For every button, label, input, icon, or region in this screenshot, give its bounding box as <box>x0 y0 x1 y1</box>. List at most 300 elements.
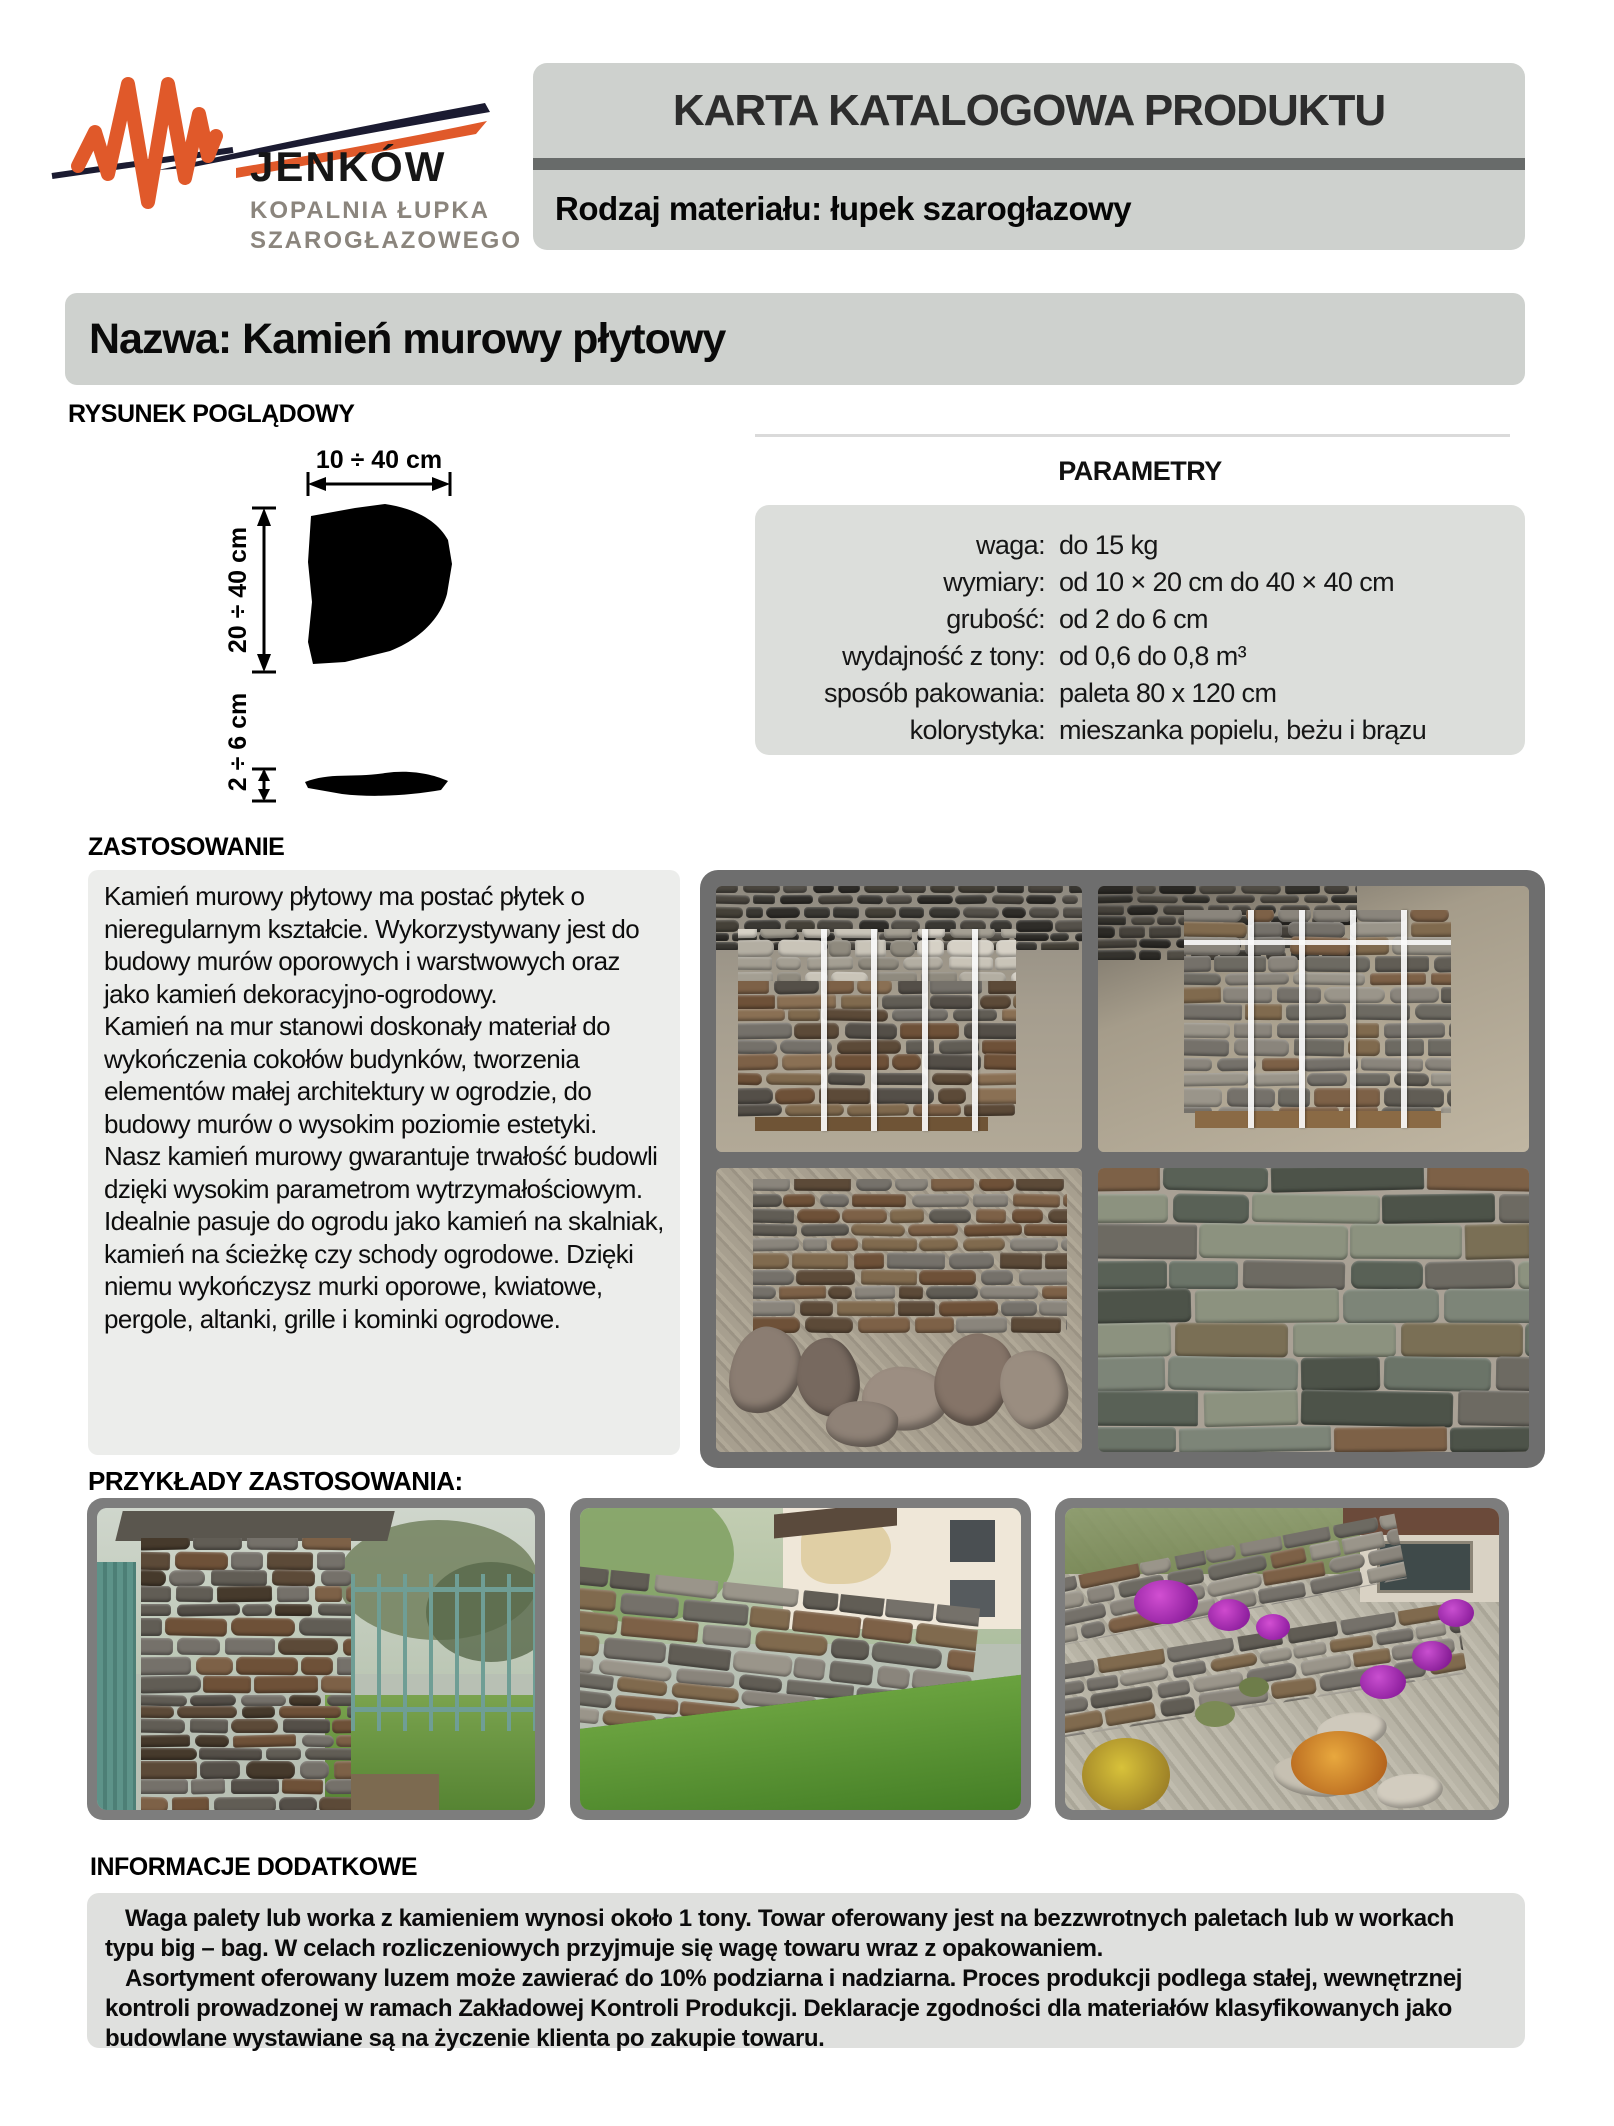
stone <box>820 1193 849 1207</box>
stone <box>1278 910 1311 922</box>
stone <box>785 1104 844 1117</box>
parameters-heading: PARAMETRY <box>1058 456 1222 486</box>
header-box <box>533 63 1525 250</box>
stone <box>199 1748 262 1760</box>
stone <box>886 895 912 905</box>
stone <box>1428 1039 1451 1057</box>
stone <box>337 1656 351 1674</box>
stone <box>1458 1391 1529 1427</box>
stone <box>1075 933 1082 942</box>
stone <box>738 1088 773 1104</box>
stone <box>1184 972 1221 985</box>
stone <box>1361 1058 1423 1072</box>
stone <box>1313 910 1352 922</box>
stone <box>997 886 1024 893</box>
parameter-row <box>755 568 1507 597</box>
stone <box>1343 1289 1439 1324</box>
stone <box>803 1238 828 1252</box>
stone <box>301 1656 333 1674</box>
stone <box>1216 895 1255 904</box>
stone <box>861 1270 918 1286</box>
stone <box>195 1735 229 1748</box>
stone <box>1066 1179 1067 1192</box>
dim-height-label: 20 ÷ 40 cm <box>224 526 252 654</box>
zastosowanie-text-box <box>88 870 680 1455</box>
stone <box>1048 1209 1067 1223</box>
stone <box>1098 1356 1165 1391</box>
stone <box>1179 1425 1332 1452</box>
stone <box>738 1054 778 1071</box>
stone <box>1174 1323 1287 1358</box>
stone <box>141 1718 185 1733</box>
stone <box>1157 916 1176 925</box>
stone <box>871 971 917 981</box>
product-photo-pallet-2 <box>1098 886 1529 1152</box>
stone <box>1139 950 1161 960</box>
parameter-row <box>755 605 1507 634</box>
stone <box>231 1618 295 1637</box>
stone <box>981 1270 1013 1286</box>
stone <box>1370 972 1426 985</box>
stone <box>805 1316 853 1333</box>
purple-flower-bush <box>1208 1599 1250 1631</box>
dirt-path <box>351 1774 439 1810</box>
stone <box>1001 929 1017 938</box>
stone <box>776 957 801 970</box>
stone <box>282 1778 324 1794</box>
green-tuft <box>1239 1677 1269 1697</box>
stone <box>334 1760 351 1778</box>
stone <box>247 1538 298 1550</box>
stone <box>1136 895 1177 904</box>
stone <box>777 972 802 981</box>
stone <box>1159 886 1196 895</box>
example-photo-frame <box>87 1498 545 1820</box>
product-name-bar: Nazwa: Kamień murowy płytowy <box>65 293 1525 385</box>
stone <box>797 1209 840 1223</box>
stone <box>1098 916 1126 925</box>
stone <box>766 907 800 918</box>
stone <box>141 1586 171 1603</box>
stone <box>1098 886 1133 894</box>
stone <box>217 1586 272 1603</box>
stone <box>1254 1073 1301 1087</box>
stone <box>930 995 974 1009</box>
stone <box>141 1694 187 1707</box>
stone <box>919 1270 976 1285</box>
stone <box>1019 1270 1067 1286</box>
stone <box>176 1603 239 1617</box>
stone <box>975 1072 1017 1086</box>
stone <box>835 1054 889 1070</box>
stone <box>1045 1253 1067 1269</box>
stone <box>738 1023 792 1040</box>
stone <box>774 981 819 995</box>
informacje-heading: INFORMACJE DODATKOWE <box>90 1853 418 1881</box>
stone <box>1050 933 1069 941</box>
stone <box>783 886 807 893</box>
stone <box>1252 922 1282 937</box>
stone <box>141 1538 190 1550</box>
stone <box>831 971 868 981</box>
stone <box>1063 907 1082 918</box>
stone <box>753 1301 795 1316</box>
sample-stone-wall <box>753 1179 1068 1332</box>
stone <box>857 895 883 905</box>
stone <box>876 1664 910 1689</box>
stone <box>1350 1073 1390 1086</box>
stone <box>992 895 1024 905</box>
stone <box>1002 907 1027 918</box>
stone <box>1063 1193 1067 1207</box>
stone <box>838 886 860 893</box>
metal-gate <box>97 1562 136 1810</box>
stone <box>1068 886 1082 893</box>
stone <box>1098 926 1115 938</box>
stone <box>1350 922 1406 938</box>
stone <box>1450 1426 1529 1452</box>
stone <box>847 1103 909 1116</box>
stone <box>778 1286 825 1300</box>
stone <box>884 929 913 938</box>
parameters-box <box>755 505 1525 755</box>
stone <box>900 1023 959 1039</box>
stone <box>1098 1322 1171 1357</box>
stone <box>1331 895 1357 903</box>
stone <box>887 1253 945 1270</box>
stone <box>1425 1260 1515 1290</box>
stone <box>1465 1223 1529 1260</box>
stone <box>716 933 729 941</box>
stone <box>277 1586 310 1603</box>
stone <box>304 1748 351 1760</box>
stone <box>822 1009 888 1022</box>
stone <box>343 1637 352 1656</box>
stone <box>1098 950 1136 960</box>
product-photo-wall-closeup <box>1098 1168 1529 1452</box>
stone <box>1184 921 1247 937</box>
stone <box>1173 1193 1250 1224</box>
stone <box>813 886 834 893</box>
stone <box>1184 1087 1222 1106</box>
stone <box>796 1270 855 1286</box>
stone <box>753 1179 790 1191</box>
stone <box>753 1224 797 1237</box>
stone <box>765 1073 823 1086</box>
stone <box>792 1253 848 1269</box>
stone <box>1268 956 1298 973</box>
stone <box>241 1694 286 1706</box>
stone <box>807 957 853 971</box>
stone <box>1214 956 1266 972</box>
stone <box>890 1209 924 1224</box>
stone <box>829 1659 874 1685</box>
drawing-heading: RYSUNEK POGLĄDOWY <box>68 400 355 428</box>
stone <box>702 1624 752 1648</box>
stone <box>1167 1356 1297 1393</box>
stone <box>853 1253 883 1269</box>
stone-silhouette <box>308 504 452 664</box>
stone <box>855 1286 895 1300</box>
dim-thickness-label: 2 ÷ 6 cm <box>224 692 252 792</box>
stone <box>738 1040 777 1054</box>
stone <box>855 940 886 957</box>
stone <box>580 1705 600 1725</box>
stone <box>871 1073 927 1086</box>
stone <box>949 1253 994 1269</box>
stone <box>1300 1356 1380 1391</box>
stone <box>225 1637 276 1655</box>
stone <box>246 1760 295 1778</box>
stone <box>1426 1168 1529 1192</box>
stone <box>190 1718 228 1733</box>
stone <box>580 1688 612 1710</box>
stone <box>141 1569 166 1586</box>
pillar-cap <box>115 1511 394 1541</box>
stone <box>1400 1323 1522 1357</box>
stone <box>1098 1391 1198 1426</box>
stone <box>1234 1038 1289 1057</box>
stone <box>211 1569 267 1586</box>
stone <box>828 1073 865 1086</box>
stone <box>753 1209 794 1224</box>
stone <box>1525 1323 1529 1358</box>
stone <box>1098 938 1137 948</box>
stone <box>738 981 769 994</box>
stone <box>1278 1087 1310 1106</box>
stone <box>1039 1301 1068 1317</box>
stone <box>1441 987 1451 1003</box>
pallet-strap <box>922 929 928 1131</box>
stone <box>982 1040 1017 1054</box>
stone <box>753 895 775 905</box>
stone <box>1277 1023 1348 1038</box>
stone <box>1496 1356 1529 1391</box>
stone <box>141 1748 197 1760</box>
stone <box>844 1022 896 1039</box>
stone <box>176 1586 214 1603</box>
stone <box>193 1538 242 1550</box>
purple-flower-bush <box>1256 1614 1290 1640</box>
parameter-label: kolorystyka: <box>909 715 1045 745</box>
stone <box>1447 1087 1451 1107</box>
page-title: KARTA KATALOGOWA PRODUKTU <box>672 85 1386 135</box>
stone <box>895 1179 929 1191</box>
stone <box>347 1706 351 1719</box>
stone <box>1384 1087 1444 1107</box>
stone <box>141 1796 168 1810</box>
stone <box>1042 1286 1068 1299</box>
stone <box>911 1193 968 1207</box>
parameters-top-rule <box>755 434 1510 437</box>
parameter-row <box>755 716 1507 745</box>
stone <box>837 1040 901 1055</box>
pallet-strap <box>972 929 978 1131</box>
stone <box>892 1054 922 1070</box>
stone <box>738 995 775 1009</box>
stone <box>141 1618 162 1636</box>
stone <box>753 1193 782 1207</box>
stone <box>1271 1168 1425 1193</box>
stone <box>1350 1223 1462 1258</box>
stone <box>916 895 952 904</box>
stone <box>1098 1427 1176 1452</box>
stone <box>1431 1073 1451 1087</box>
stone <box>955 1316 1006 1333</box>
stone <box>317 1552 345 1570</box>
stone <box>738 940 774 957</box>
stone <box>1169 1260 1238 1288</box>
example-photo-rock-garden <box>1065 1508 1499 1810</box>
stone <box>1225 972 1289 985</box>
yellow-bush <box>1082 1738 1170 1810</box>
stone <box>829 940 851 957</box>
stone <box>1270 1677 1317 1700</box>
stone <box>272 1569 316 1586</box>
stone <box>1026 895 1056 905</box>
stone <box>738 957 772 970</box>
example-photo-frame <box>1055 1498 1509 1820</box>
stone-pallet-cube <box>738 929 1016 1131</box>
stone <box>1041 941 1079 950</box>
stone <box>777 994 837 1009</box>
stone <box>321 1675 351 1692</box>
stone <box>958 886 995 893</box>
stone <box>738 971 773 981</box>
stone <box>780 895 813 905</box>
stone <box>1355 886 1356 895</box>
stone <box>1098 1260 1167 1289</box>
stone <box>141 1761 197 1779</box>
stone <box>899 907 925 918</box>
stone <box>279 1706 341 1718</box>
stone <box>1351 1260 1423 1289</box>
stone <box>667 1642 731 1670</box>
przyklady-heading: PRZYKŁADY ZASTOSOWANIA: <box>88 1466 463 1496</box>
stone <box>315 1586 342 1602</box>
stone <box>318 1603 351 1617</box>
stone <box>716 895 750 905</box>
parameter-row <box>755 642 1507 671</box>
stone <box>289 1694 321 1706</box>
stone <box>332 1718 351 1733</box>
stone <box>191 1778 226 1794</box>
stone <box>930 886 955 893</box>
stone <box>1302 956 1369 973</box>
stone <box>801 1223 849 1236</box>
stone <box>1444 1289 1529 1323</box>
stone <box>1252 1193 1380 1225</box>
stone <box>278 1638 338 1655</box>
purple-flower-bush <box>1360 1665 1406 1699</box>
stone <box>141 1656 191 1675</box>
stone <box>1029 907 1059 918</box>
example-photo-garden-wall <box>580 1508 1021 1810</box>
stone <box>242 1604 272 1617</box>
stone <box>890 940 915 957</box>
informacje-paragraph: Waga palety lub worka z kamieniem wynosi około 1 tony. Towar oferowany jest na bezzwrotnych paletach lub w workach typu big – bag. W celach rozliczeniowych przyjmuje się wagę towaru wraz z opakowaniem. <box>105 1905 1454 1962</box>
stone <box>856 1179 892 1191</box>
zastosowanie-paragraph: Kamień na mur stanowi doskonały materiał do wykończenia cokołów budynków, tworzenia elementów małej architektury w ogrodzie, do budowy murów o wysokim poziomie estetyki. <box>104 1011 611 1139</box>
logo-subtitle-1: KOPALNIA ŁUPKA <box>250 197 490 224</box>
stone <box>1098 905 1124 915</box>
stone <box>254 1676 318 1693</box>
stone <box>190 1694 237 1706</box>
stone <box>1262 1058 1300 1072</box>
stone <box>283 1718 330 1733</box>
stone <box>1293 1323 1396 1357</box>
stone <box>580 1566 609 1587</box>
stone <box>743 886 780 893</box>
stone <box>984 1054 1016 1071</box>
logo-zigzag <box>78 84 216 202</box>
stone <box>988 981 1016 995</box>
stone <box>852 1194 906 1207</box>
informacje-paragraph: Asortyment oferowany luzem może zawierać do 10% podziarna i nadziarna. Proces produkcji podlega stałej, wewnętrznej kontroli prowadzonej w ramach Zakładowej Kontroli Produkcji. Deklaracje zgodności dla materiałów klasyfikowanych jako budowlane wystawiane są na życzenie klienta po zakupie towaru. <box>105 1965 1463 2052</box>
stone <box>864 886 899 893</box>
stone <box>1184 1004 1242 1021</box>
stone <box>892 1009 948 1022</box>
stone <box>1498 1194 1529 1223</box>
stone <box>1324 886 1349 894</box>
material-type-line: Rodzaj materiału: łupek szarogłazowy <box>555 190 1132 227</box>
stone <box>141 1675 201 1693</box>
stone <box>1184 986 1221 1003</box>
stone <box>580 1586 616 1611</box>
stone <box>1382 1193 1496 1224</box>
stone <box>902 886 926 893</box>
stone-sliver <box>305 772 448 796</box>
stone <box>1098 1168 1160 1191</box>
stone <box>976 1209 1006 1224</box>
parameter-label: wymiary: <box>943 567 1045 597</box>
stone <box>1448 1023 1451 1039</box>
stone <box>804 907 830 918</box>
parameter-label: wydajność z tony: <box>842 641 1045 671</box>
stone <box>1011 1316 1061 1333</box>
informacje-text-box <box>87 1893 1525 2052</box>
stone <box>1260 895 1299 904</box>
stone <box>1086 1674 1118 1691</box>
stone <box>1024 1224 1068 1236</box>
stone <box>319 1796 351 1810</box>
stone <box>1061 1238 1068 1252</box>
stone <box>1434 956 1452 973</box>
stone <box>275 1604 312 1616</box>
stone <box>929 907 960 918</box>
stone <box>279 1796 317 1810</box>
zastosowanie-paragraph: Kamień murowy płytowy ma postać płytek o nieregularnym kształcie. Wykorzystywany jest do budowy murów oporowych i warstwowych oraz jako kamień dekoracyjno-ogrodowy. <box>104 881 640 1009</box>
product-photo-wall-sample <box>716 1168 1082 1452</box>
parameter-value: od 0,6 do 0,8 m³ <box>1059 641 1247 671</box>
stone <box>1182 895 1210 904</box>
stone <box>231 1779 279 1794</box>
stone <box>1016 920 1053 932</box>
stone <box>236 1656 298 1675</box>
stone <box>602 1636 666 1663</box>
stone <box>1055 920 1082 933</box>
stone <box>919 1238 958 1252</box>
stone <box>1184 910 1242 922</box>
stone <box>831 1238 859 1252</box>
stone <box>842 1209 887 1223</box>
stone <box>716 907 743 918</box>
parameter-value: mieszanka popielu, beżu i brązu <box>1059 715 1427 745</box>
stone <box>1028 886 1063 893</box>
stone <box>1184 1038 1229 1057</box>
stone <box>908 1224 958 1237</box>
stone <box>1136 886 1156 894</box>
